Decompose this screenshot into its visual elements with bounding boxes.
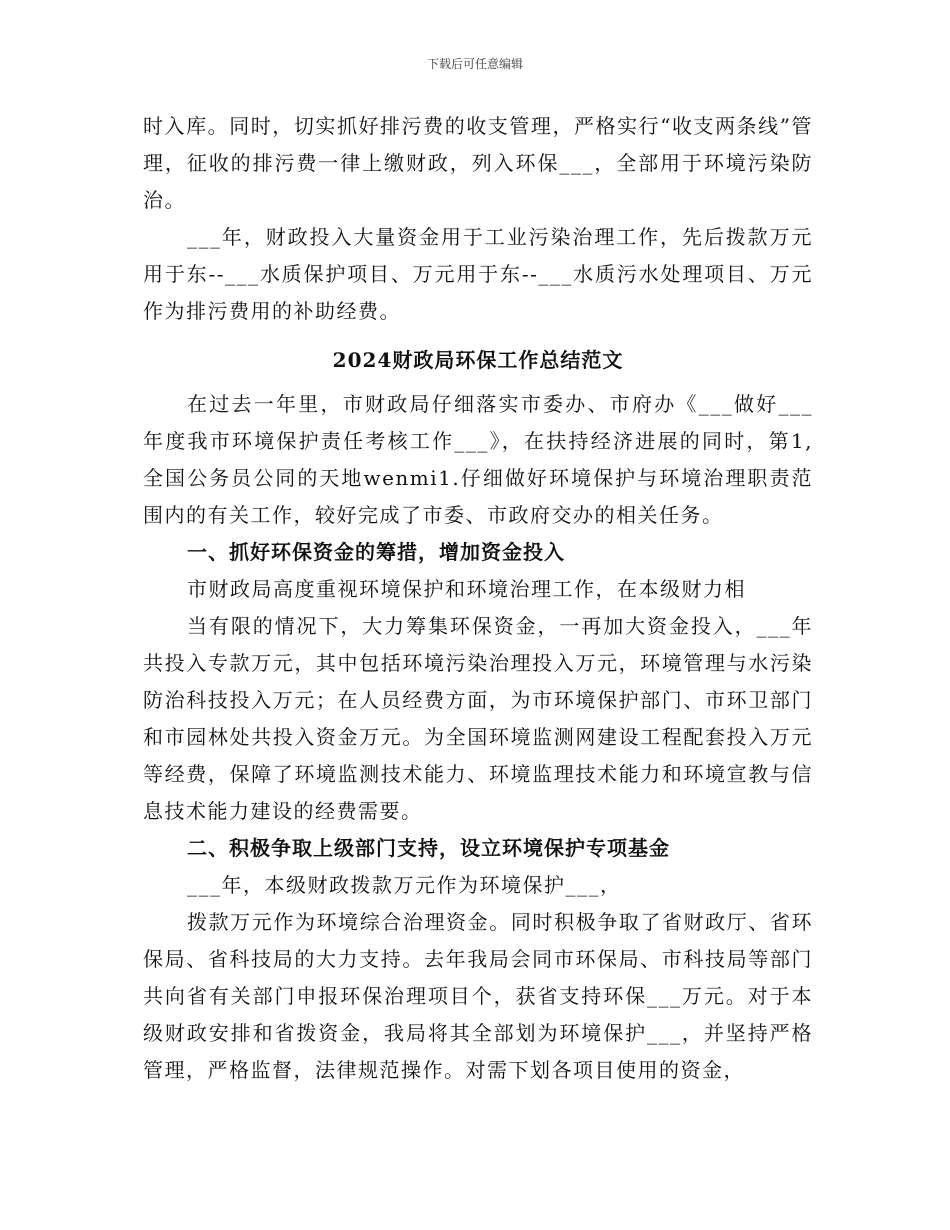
document-title: 2024财政局环保工作总结范文 — [332, 348, 624, 372]
paragraph-6: ___年，本级财政拨款万元作为环境保护___， — [187, 873, 622, 897]
page-header: 下载后可任意编辑 — [426, 57, 523, 71]
section-heading-2: 二、积极争取上级部门支持，设立环境保护专项基金 — [187, 836, 670, 860]
document-body — [143, 108, 813, 1089]
paragraph-7: 拨款万元作为环境综合治理资金。同时积极争取了省财政厅、省环保局、省科技局的大力支持。去年我局会同市环保局、市科技局等部门共向省有关部门申报环保治理项目个，获省支持环保___万元。对于本级财政安排和省拨资金，我局将其全部划为环境保护___，并坚持严格管理，严格监督，法律规范操作。对需下划各项目使用的资金， — [143, 910, 813, 1082]
paragraph-3: 在过去一年里，市财政局仔细落实市委办、市府办《___做好___年度我市环境保护责任考核工作___》，在扶持经济进展的同时，第1,全国公务员公同的天地wenmi1.仔细做好环境保护与环境治理职责范围内的有关工作，较好完成了市委、市政府交办的相关任务。 — [143, 392, 813, 527]
section-heading-1: 一、抓好环保资金的筹措，增加资金投入 — [187, 540, 565, 564]
paragraph-5: 当有限的情况下，大力筹集环保资金，一再加大资金投入，___年共投入专款万元，其中包括环境污染治理投入万元，环境管理与水污染防治科技投入万元；在人员经费方面，为市环境保护部门、市环卫部门和市园林处共投入资金万元。为全国环境监测网建设工程配套投入万元等经费，保障了环境监测技术能力、环境监理技术能力和环境宣教与信息技术能力建设的经费需要。 — [143, 614, 813, 823]
paragraph-1: 时入库。同时，切实抓好排污费的收支管理，严格实行“收支两条线”管理，征收的排污费一律上缴财政，列入环保___，全部用于环境污染防治。 — [143, 114, 813, 212]
paragraph-4: 市财政局高度重视环境保护和环境治理工作，在本级财力相 — [187, 577, 746, 601]
paragraph-2: ___年，财政投入大量资金用于工业污染治理工作，先后拨款万元用于东--___水质保护项目、万元用于东--___水质污水处理项目、万元作为排污费用的补助经费。 — [143, 225, 813, 323]
